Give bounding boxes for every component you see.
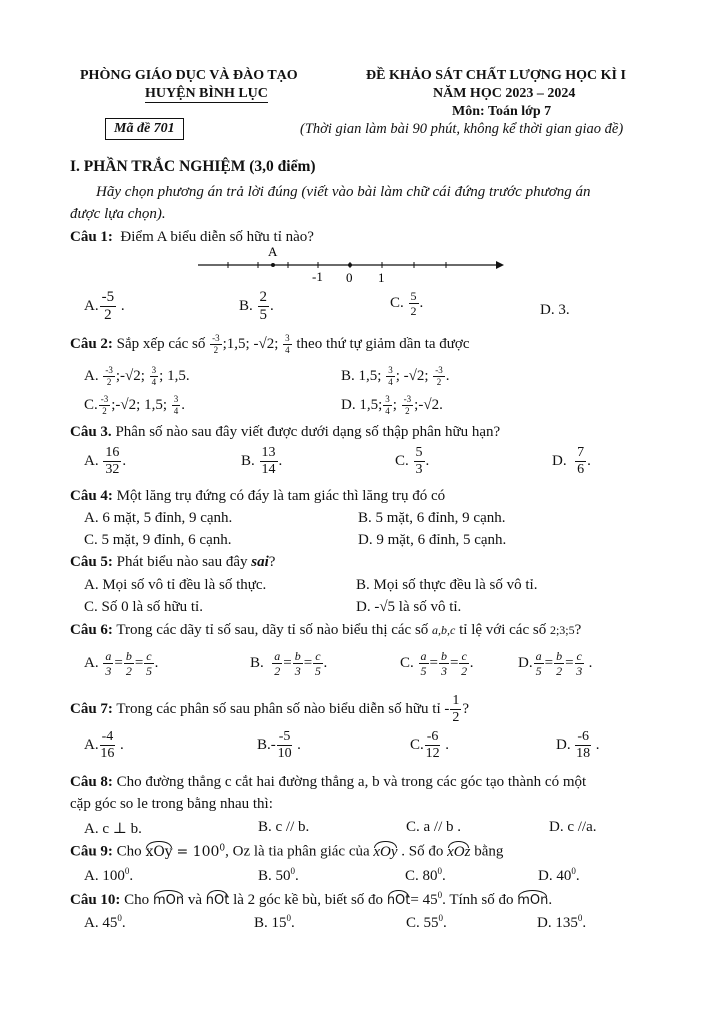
q8-option-d: D. c //a. <box>549 819 597 835</box>
q9-option-c: C. $80^0$. <box>405 866 446 884</box>
exam-code: Mã đề 701 <box>105 118 184 140</box>
instruction-continued: được lựa chọn). <box>70 206 166 222</box>
question-5: Câu 5: Phát biểu nào sau đây sai? <box>70 554 276 570</box>
time-note: (Thời gian làm bài 90 phút, không kể thời gian giao đề) <box>300 121 624 137</box>
tick-label: -1 <box>312 269 323 284</box>
question-10: Câu 10: Cho mOn và nOt là 2 góc kề bù, biết số đo $nOt= 45^0$. Tính số đo mOn. <box>70 890 553 908</box>
q9-option-a: A. $100^0$. <box>84 866 134 884</box>
point-a-label: A <box>268 244 278 259</box>
q10-option-b: B. $15^0$. <box>254 913 295 931</box>
q8-option-b: B. c // b. <box>258 819 310 835</box>
q4-option-b: B. 5 mặt, 6 đỉnh, 9 cạnh. <box>358 510 506 526</box>
district-name: HUYỆN BÌNH LỤC <box>145 86 268 101</box>
q10-option-a: A. $45^0$. <box>84 913 126 931</box>
question-6: Câu 6: Trong các dãy tỉ số sau, dãy tỉ số nào biểu thị các số a,b,c tỉ lệ với các số 2;3;5? <box>70 622 582 638</box>
question-1: Câu 1: Điểm A biểu diễn số hữu tỉ nào? <box>70 229 314 245</box>
q6-option-c: C. $\frac{a}{5}$ = $\frac{b}{3}$ = $\frac{c}{2}$ . <box>400 649 474 678</box>
number-line <box>190 242 510 284</box>
q1-option-b: B. $\frac{2}{5}$ . <box>239 289 274 323</box>
q5-option-a: A. Mọi số vô tỉ đều là số thực. <box>84 577 267 593</box>
q10-option-d: D. $135^0$. <box>537 913 587 931</box>
q1-option-c: C. $\frac{5}{2}$ . <box>390 289 424 318</box>
q3-option-b: B. $\frac{13}{14}$ . <box>241 445 283 477</box>
q6-option-a: A. $\frac{a}{3}$ = $\frac{b}{2}$ = $\frac{c}{5}$ . <box>84 649 159 678</box>
q7-option-c: C. $\frac{-6}{12}$ . <box>410 729 449 761</box>
q9-option-b: B. $50^0$. <box>258 866 299 884</box>
q3-option-d: D. $\frac{7}{6}$ . <box>552 445 591 477</box>
q1-option-d: D. 3. <box>540 302 570 318</box>
q4-option-d: D. 9 mặt, 6 đỉnh, 5 cạnh. <box>358 532 507 548</box>
q7-option-b: B.- $\frac{-5}{10}$ . <box>257 729 301 761</box>
exam-title: ĐỀ KHẢO SÁT CHẤT LƯỢNG HỌC KÌ I <box>366 68 626 83</box>
section-title: I. PHẦN TRẮC NGHIỆM (3,0 điểm) <box>70 158 316 175</box>
q3-option-c: C. $\frac{5}{3}$ . <box>395 445 430 477</box>
q6-option-b: B. $\frac{a}{2}$ = $\frac{b}{3}$ = $\frac{c}{5}$ . <box>250 649 328 678</box>
subject: Môn: Toán lớp 7 <box>452 104 552 119</box>
question-8-continued: cặp góc so le trong bằng nhau thì: <box>70 796 273 812</box>
q7-option-a: A. $\frac{-4}{16}$ . <box>84 729 124 761</box>
q8-option-c: C. a // b . <box>406 819 461 835</box>
tick-label: 1 <box>378 270 385 284</box>
q8-option-a: A. c ⊥ b. <box>84 821 142 837</box>
question-2: Câu 2: Sắp xếp các số $\frac{-3}{2}$ ;1,5; -√2; $\frac{3}{4}$ theo thứ tự giảm dần ta được <box>70 333 470 355</box>
tick-label: 0 <box>346 270 353 284</box>
q5-option-b: B. Mọi số thực đều là số vô tỉ. <box>356 577 538 593</box>
q2-option-b: B. 1,5; $\frac{3}{4}$ ; -√2; $\frac{-3}{2}$ . <box>341 365 450 387</box>
q2-option-a: A. $\frac{-3}{2}$ ;-√2; $\frac{3}{4}$ ; 1,5. <box>84 365 190 387</box>
q9-option-d: D. $40^0$. <box>538 866 580 884</box>
department-name: PHÒNG GIÁO DỤC VÀ ĐÀO TẠO <box>80 68 298 83</box>
question-9: Câu 9: Cho xOy = $100^0$, Oz là tia phân giác của xOy . Số đo xOz bằng <box>70 843 504 860</box>
q4-option-a: A. 6 mặt, 5 đỉnh, 9 cạnh. <box>84 510 233 526</box>
question-8: Câu 8: Cho đường thẳng c cắt hai đường thẳng a, b và trong các góc tạo thành có một <box>70 774 587 790</box>
origin-marker <box>348 263 352 267</box>
q3-option-a: A. $\frac{16}{32}$ . <box>84 445 127 477</box>
q7-option-d: D. $\frac{-6}{18}$ . <box>556 729 600 761</box>
q2-option-d: D. 1,5; $\frac{3}{4}$ ; $\frac{-3}{2}$ ;-√2. <box>341 394 443 416</box>
question-4: Câu 4: Một lăng trụ đứng có đáy là tam giác thì lăng trụ đó có <box>70 488 446 504</box>
q2-option-c: C. $\frac{-3}{2}$ ;-√2; 1,5; $\frac{3}{4}$ . <box>84 394 185 416</box>
q4-option-c: C. 5 mặt, 9 đỉnh, 6 cạnh. <box>84 532 232 548</box>
q5-option-c: C. Số 0 là số hữu tỉ. <box>84 599 203 615</box>
question-3: Câu 3. Phân số nào sau đây viết được dưới dạng số thập phân hữu hạn? <box>70 424 501 440</box>
school-year: NĂM HỌC 2023 – 2024 <box>433 86 576 101</box>
q5-option-d: D. -√5 là số vô tỉ. <box>356 599 462 615</box>
q6-option-d: D. $\frac{a}{5}$ = $\frac{b}{2}$ = $\frac{c}{3}$ . <box>518 649 593 678</box>
point-a-marker <box>271 263 275 267</box>
instruction: Hãy chọn phương án trả lời đúng (viết vào bài làm chữ cái đứng trước phương án <box>96 184 591 200</box>
question-7: Câu 7: Trong các phân số sau phân số nào biểu diễn số hữu tỉ - $\frac{1}{2}$ ? <box>70 693 470 725</box>
q1-option-a: A. $\frac{-5}{2}$ . <box>84 289 125 323</box>
q10-option-c: C. $55^0$. <box>406 913 447 931</box>
